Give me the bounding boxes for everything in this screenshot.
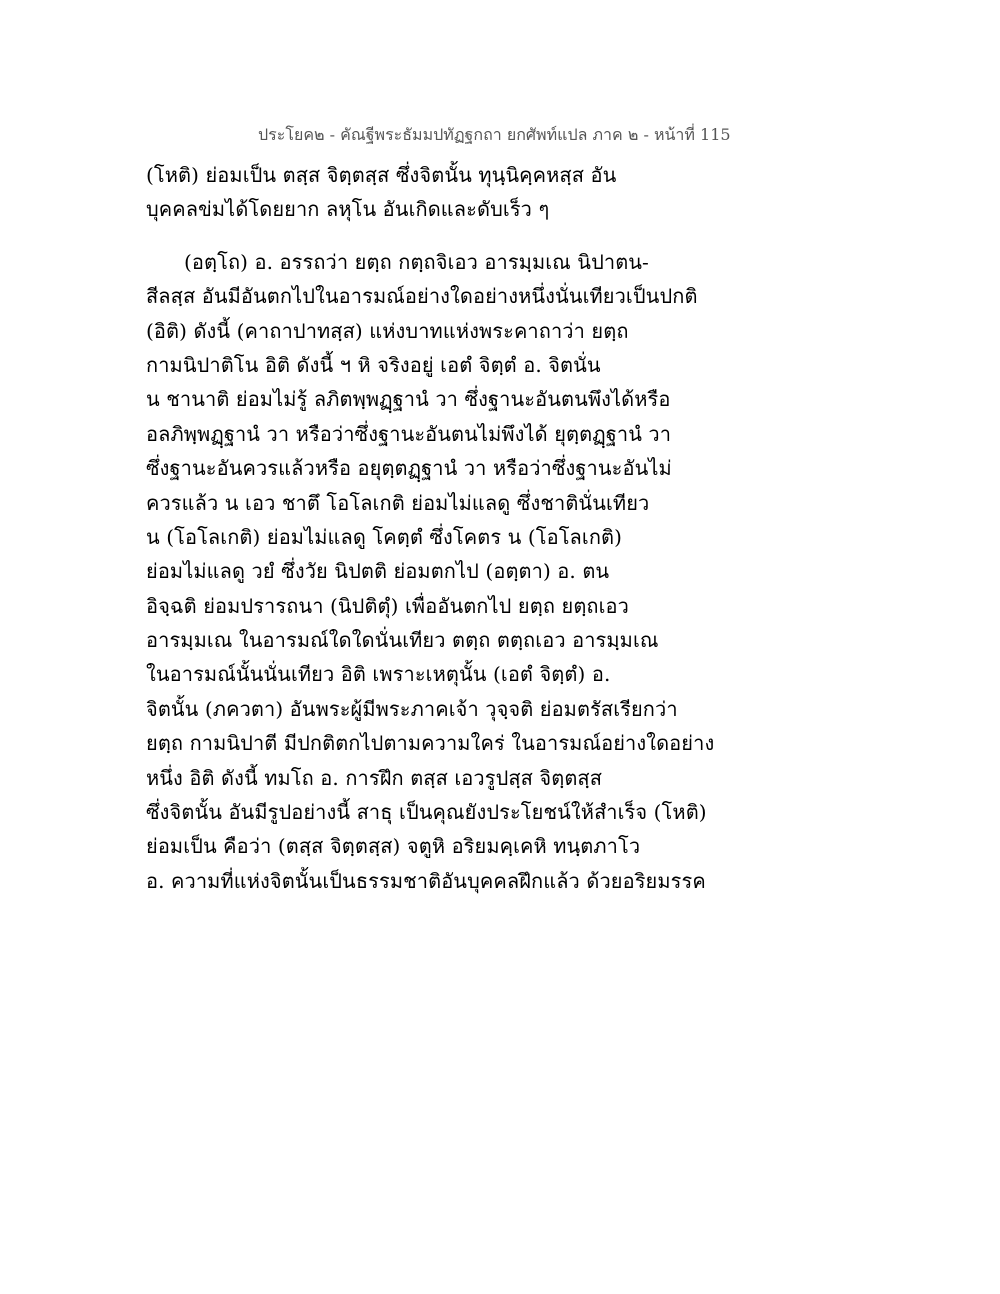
text-line: กามนิปาติโน อิติ ดังนี้ ฯ หิ จริงอยู่ เอตํ จิตฺตํ อ. จิตนั่น [146,352,601,377]
text-line: อิจฺฉติ ย่อมปรารถนา (นิปติตุํ) เพื่ออันตกไป ยตฺถ ยตฺถเอว [146,593,629,618]
text-line: ในอารมณ์นั้นนั่นเทียว อิติ เพราะเหตุนั้น (เอตํ จิตฺตํ) อ. [146,662,611,687]
text-line: อารมฺมเณ ในอารมณ์ใดใดนั่นเทียว ตตฺถ ตตฺถเอว อารมฺมเณ [146,628,659,653]
body-text [146,158,806,898]
page-header: ประโยค๒ - คัณฐีพระธัมมปทัฏฐกถา ยกศัพท์แปล ภาค ๒ - หน้าที่ 115 [258,125,731,144]
text-line: อ. ความที่แห่งจิตนั้นเป็นธรรมชาติอันบุคคลฝึกแล้ว ด้วยอริยมรรค [146,868,706,893]
text-line: น (โอโลเกติ) ย่อมไม่แลดู โคตฺตํ ซึ่งโคตร น (โอโลเกติ) [146,524,623,549]
text-line: ยตฺถ กามนิปาตี มีปกติตกไปตามความใคร่ ในอารมณ์อย่างใดอย่าง [146,731,715,756]
text-line: ซึ่งฐานะอันควรแล้วหรือ อยุตฺตฏฺฐานํ วา หรือว่าซึ่งฐานะอันไม่ [146,456,672,481]
text-line: ย่อมไม่แลดู วยํ ซึ่งวัย นิปตติ ย่อมตกไป (อตฺตา) อ. ตน [146,559,610,584]
text-line: ควรแล้ว น เอว ชาตึ โอโลเกติ ย่อมไม่แลดู ซึ่งชาตินั่นเทียว [146,490,650,515]
text-line: (โหติ) ย่อมเป็น ตสฺส จิตฺตสฺส ซึ่งจิตนั้น ทุนฺนิคฺคหสฺส อัน [146,163,617,187]
text-line: น ชานาติ ย่อมไม่รู้ ลภิตพฺพฏฺฐานํ วา ซึ่งฐานะอันตนพึงได้หรือ [146,387,671,412]
text-line: อลภิพฺพฏฺฐานํ วา หรือว่าซึ่งฐานะอันตนไม่พึงได้ ยุตฺตฏฺฐานํ วา [146,421,672,446]
paragraph-1 [146,158,806,227]
text-line: (อิติ) ดังนี้ (คาถาปาทสฺส) แห่งบาทแห่งพระคาถาว่า ยตฺถ [146,318,629,343]
text-line: ซึ่งจิตนั้น อันมีรูปอย่างนี้ สาธุ เป็นคุณยังประโยชน์ให้สำเร็จ (โหติ) [146,800,707,825]
text-line: (อตฺโถ) อ. อรรถว่า ยตฺถ กตฺถจิเอว อารมฺมเณ นิปาตน- [184,249,649,274]
text-line: สีลสฺส อันมีอันตกไปในอารมณ์อย่างใดอย่างหนึ่งนั่นเทียวเป็นปกติ [146,284,698,309]
text-line: ย่อมเป็น คือว่า (ตสฺส จิตฺตสฺส) จตูหิ อริยมคฺเคหิ ทนฺตภาโว [146,834,641,859]
text-line: หนึ่ง อิติ ดังนี้ ทมโถ อ. การฝึก ตสฺส เอวรูปสฺส จิตฺตสฺส [146,765,603,790]
text-line: จิตนั้น (ภควตา) อันพระผู้มีพระภาคเจ้า วุจฺจติ ย่อมตรัสเรียกว่า [146,696,678,721]
text-line: บุคคลข่มได้โดยยาก ลหุโน อันเกิดและดับเร็ว ๆ [146,197,550,222]
paragraph-gap [146,227,806,245]
paragraph-2 [146,245,806,898]
